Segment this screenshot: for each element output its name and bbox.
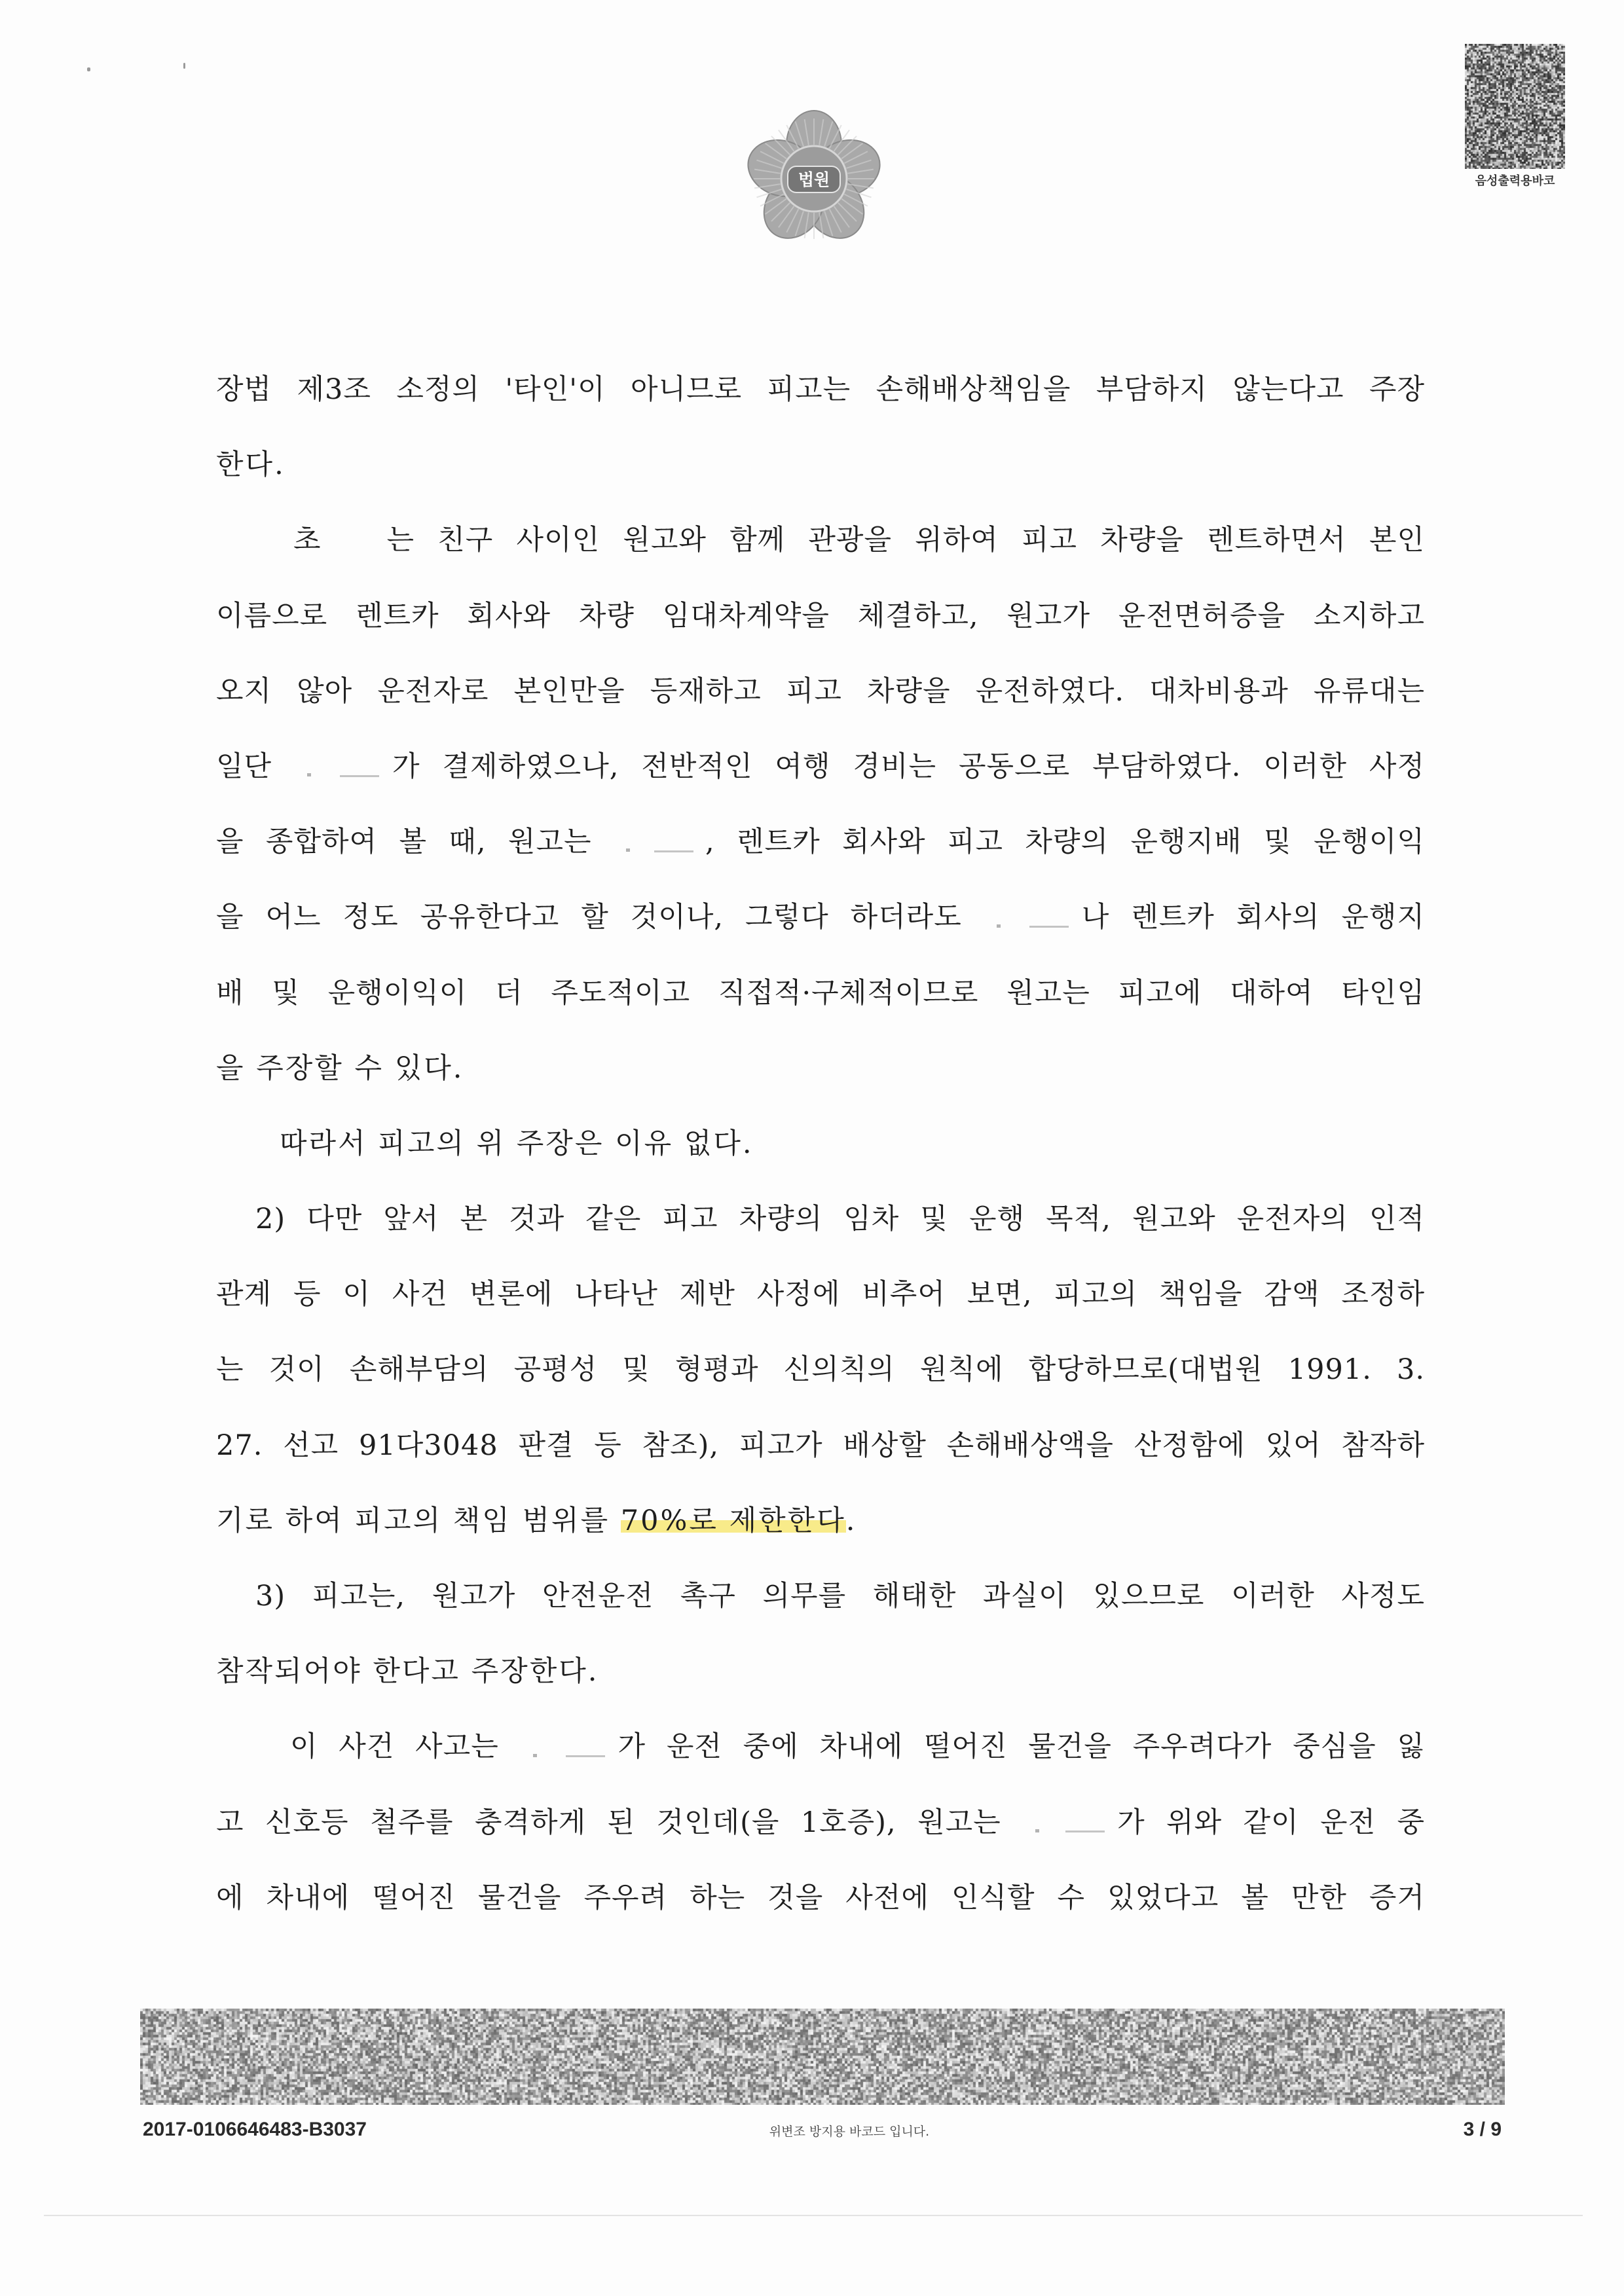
line-text: 따라서 피고의 위 주장은 이유 없다. bbox=[280, 1127, 754, 1160]
line-text: 에 차내에 떨어진 물건을 주우려 하는 것을 사전에 인식할 수 있었다고 볼 만한 증거 bbox=[216, 1881, 1425, 1914]
line-text: 이름으로 렌트카 회사와 차량 임대차계약을 체결하고, 원고가 운전면허증을 소지하고 bbox=[216, 599, 1425, 632]
body-line bbox=[216, 503, 1425, 578]
body-line bbox=[216, 654, 1425, 729]
line-text: 한다. bbox=[216, 448, 286, 482]
line-text: 기로 하여 피고의 책임 범위를 bbox=[216, 1504, 610, 1537]
scan-edge-line bbox=[44, 2215, 1583, 2216]
body-line bbox=[216, 1709, 1425, 1785]
body-line bbox=[216, 1634, 1425, 1709]
line-text: 을 종합하여 볼 때, 원고는 bbox=[216, 826, 592, 859]
redaction-block bbox=[1022, 1812, 1117, 1838]
line-text: 장법 제3조 소정의 '타인'이 아니므로 피고는 손해배상책임을 부담하지 않는다고 주장 bbox=[216, 373, 1425, 406]
highlighted-text: 70%로 제한한다 bbox=[620, 1504, 846, 1537]
court-emblem bbox=[742, 107, 886, 247]
document-number: 2017-0106646483-B3037 bbox=[143, 2119, 367, 2140]
line-text: , 렌트카 회사와 피고 차량의 운행지배 및 운행이익 bbox=[705, 826, 1425, 859]
line-text: 일단 bbox=[216, 750, 272, 783]
scan-speck bbox=[183, 63, 185, 69]
body-line bbox=[216, 1332, 1425, 1408]
line-text: 2) 다만 앞서 본 것과 같은 피고 차량의 임차 및 운행 목적, 원고와 운전자의 인적 bbox=[255, 1203, 1425, 1236]
line-text: 배 및 운행이익이 더 주도적이고 직접적·구체적이므로 원고는 피고에 대하여 타인임 bbox=[216, 976, 1425, 1010]
body-line bbox=[216, 1484, 1425, 1559]
redaction-block bbox=[294, 756, 392, 782]
line-text: 가 운전 중에 차내에 떨어진 물건을 주우려다가 중심을 잃 bbox=[618, 1730, 1425, 1764]
body-line bbox=[216, 1559, 1425, 1634]
line-text: 이 사건 사고는 bbox=[290, 1730, 499, 1764]
scan-speck bbox=[87, 67, 90, 71]
body-line bbox=[216, 579, 1425, 654]
body-line bbox=[216, 1408, 1425, 1484]
body-line bbox=[216, 1106, 1425, 1182]
line-text: 을 주장할 수 있다. bbox=[216, 1051, 464, 1085]
line-text: 관계 등 이 사건 변론에 나타난 제반 사정에 비추어 보면, 피고의 책임을 감액 조정하 bbox=[216, 1278, 1425, 1311]
body-line bbox=[216, 428, 1425, 503]
line-text: 참작되어야 한다고 주장한다. bbox=[216, 1655, 599, 1688]
body-line bbox=[216, 729, 1425, 805]
emblem-text: 법원 bbox=[798, 170, 830, 189]
body-line bbox=[216, 1031, 1425, 1106]
body-line bbox=[216, 956, 1425, 1031]
line-text: 3) 피고는, 원고가 안전운전 촉구 의무를 해태한 과실이 있으므로 이러한 사정도 bbox=[255, 1580, 1425, 1613]
line-text: 는 친구 사이인 원고와 함께 관광을 위하여 피고 차량을 렌트하면서 본인 bbox=[386, 524, 1425, 557]
line-text: 오지 않아 운전자로 본인만을 등재하고 피고 차량을 운전하였다. 대차비용과 유류대는 bbox=[216, 674, 1425, 708]
line-text: 27. 선고 91다3048 판결 등 참조), 피고가 배상할 손해배상액을 산정함에 있어 참작하 bbox=[216, 1429, 1425, 1462]
body-line bbox=[216, 1182, 1425, 1257]
body-line bbox=[216, 880, 1425, 955]
redaction-block bbox=[520, 1736, 618, 1762]
line-text: 가 위와 같이 운전 중 bbox=[1117, 1806, 1425, 1839]
body-line bbox=[216, 1785, 1425, 1861]
body-line bbox=[216, 1861, 1425, 1936]
barcode-notice: 위변조 방지용 바코드 입니다. bbox=[769, 2124, 930, 2139]
line-text: 초 bbox=[293, 524, 322, 557]
line-text: 나 렌트카 회사의 운행지 bbox=[1081, 901, 1425, 934]
line-text: 가 결제하였으나, 전반적인 여행 경비는 공동으로 부담하였다. 이러한 사정 bbox=[392, 750, 1425, 783]
redaction-block bbox=[322, 529, 387, 555]
line-text: 고 신호등 철주를 충격하게 된 것인데(을 1호증), 원고는 bbox=[216, 1806, 1001, 1839]
redaction-block bbox=[614, 831, 705, 857]
anti-forgery-barcode bbox=[140, 2009, 1505, 2105]
line-text: . bbox=[845, 1504, 857, 1537]
line-text: 는 것이 손해부담의 공평성 및 형평과 신의칙의 원칙에 합당하므로(대법원 1991. 3. bbox=[216, 1353, 1425, 1387]
voice-output-barcode bbox=[1465, 44, 1565, 169]
page-indicator: 3 / 9 bbox=[1463, 2119, 1502, 2140]
redaction-block bbox=[984, 906, 1082, 932]
body-line bbox=[216, 805, 1425, 880]
body-text bbox=[216, 352, 1425, 1936]
body-line bbox=[216, 1257, 1425, 1332]
barcode-caption: 음성출력용바코 bbox=[1475, 174, 1555, 188]
line-text: 을 어느 정도 공유한다고 할 것이나, 그렇다 하더라도 bbox=[216, 901, 962, 934]
body-line bbox=[216, 352, 1425, 428]
